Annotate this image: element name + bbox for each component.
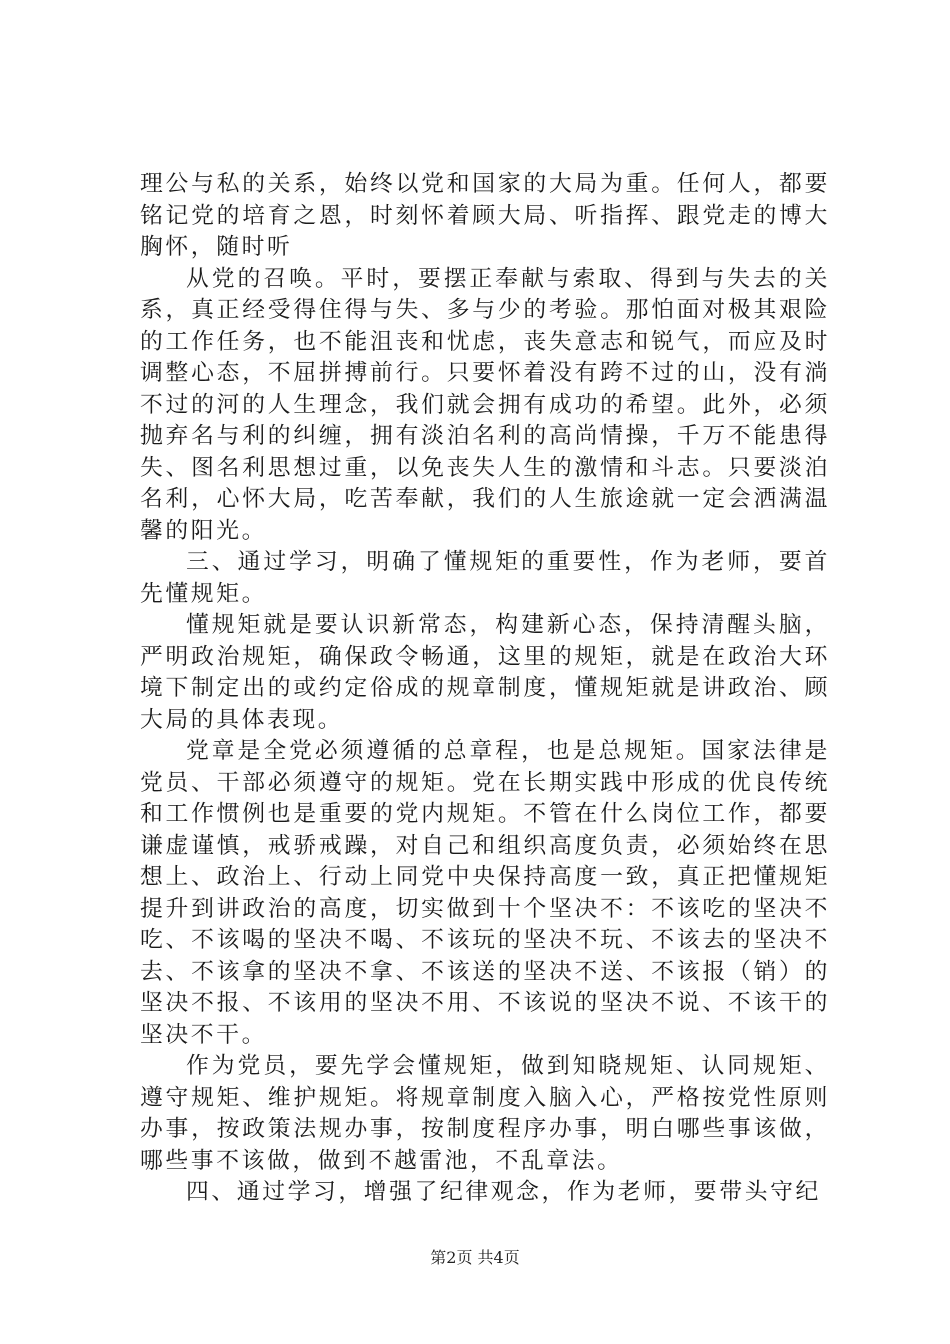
document-body bbox=[140, 169, 830, 1209]
section-heading-4: 四、通过学习，增强了纪律观念，作为老师，要带头守纪 bbox=[186, 1179, 821, 1205]
paragraph-4: 懂规矩就是要认识新常态，构建新心态，保持清醒头脑，严明政治规矩，确保政令畅通，这里的规矩，就是在政治大环境下制定出的或约定俗成的规章制度，懂规矩就是讲政治、顾大局的具体表现。 bbox=[140, 612, 830, 733]
paragraph-2: 从党的召唤。平时，要摆正奉献与索取、得到与失去的关系，真正经受得住得与失、多与少的考验。那怕面对极其艰险的工作任务，也不能沮丧和忧虑，丧失意志和锐气，而应及时调整心态，不屈拼搏前行。只要怀着没有跨不过的山，没有淌不过的河的人生理念，我们就会拥有成功的希望。此外，必须抛弃名与利的纠缠，拥有淡泊名利的高尚情操，千万不能患得失、图名利思想过重，以免丧失人生的激情和斗志。只要淡泊名利，心怀大局，吃苦奉献，我们的人生旅途就一定会洒满温馨的阳光。 bbox=[140, 265, 830, 544]
paragraph-6: 作为党员，要先学会懂规矩，做到知晓规矩、认同规矩、遵守规矩、维护规矩。将规章制度入脑入心，严格按党性原则办事，按政策法规办事，按制度程序办事，明白哪些事该做，哪些事不该做，做到不越雷池，不乱章法。 bbox=[140, 1053, 830, 1174]
paragraph-1: 理公与私的关系，始终以党和国家的大局为重。任何人，都要铭记党的培育之恩，时刻怀着顾大局、听指挥、跟党走的博大胸怀，随时听 bbox=[140, 171, 830, 260]
paragraph-5: 党章是全党必须遵循的总章程，也是总规矩。国家法律是党员、干部必须遵守的规矩。党在长期实践中形成的优良传统和工作惯例也是重要的党内规矩。不管在什么岗位工作，都要谦虚谨慎，戒骄戒躁，对自己和组织高度负责，必须始终在思想上、政治上、行动上同党中央保持高度一致，真正把懂规矩提升到讲政治的高度，切实做到十个坚决不：不该吃的坚决不吃、不该喝的坚决不喝、不该玩的坚决不玩、不该去的坚决不去、不该拿的坚决不拿、不该送的坚决不送、不该报（销）的坚决不报、不该用的坚决不用、不该说的坚决不说、不该干的坚决不干。 bbox=[140, 738, 830, 1048]
page-footer: 第2页 共4页 bbox=[430, 1248, 520, 1267]
section-heading-3: 三、通过学习，明确了懂规矩的重要性，作为老师，要首先懂规矩。 bbox=[140, 549, 830, 607]
